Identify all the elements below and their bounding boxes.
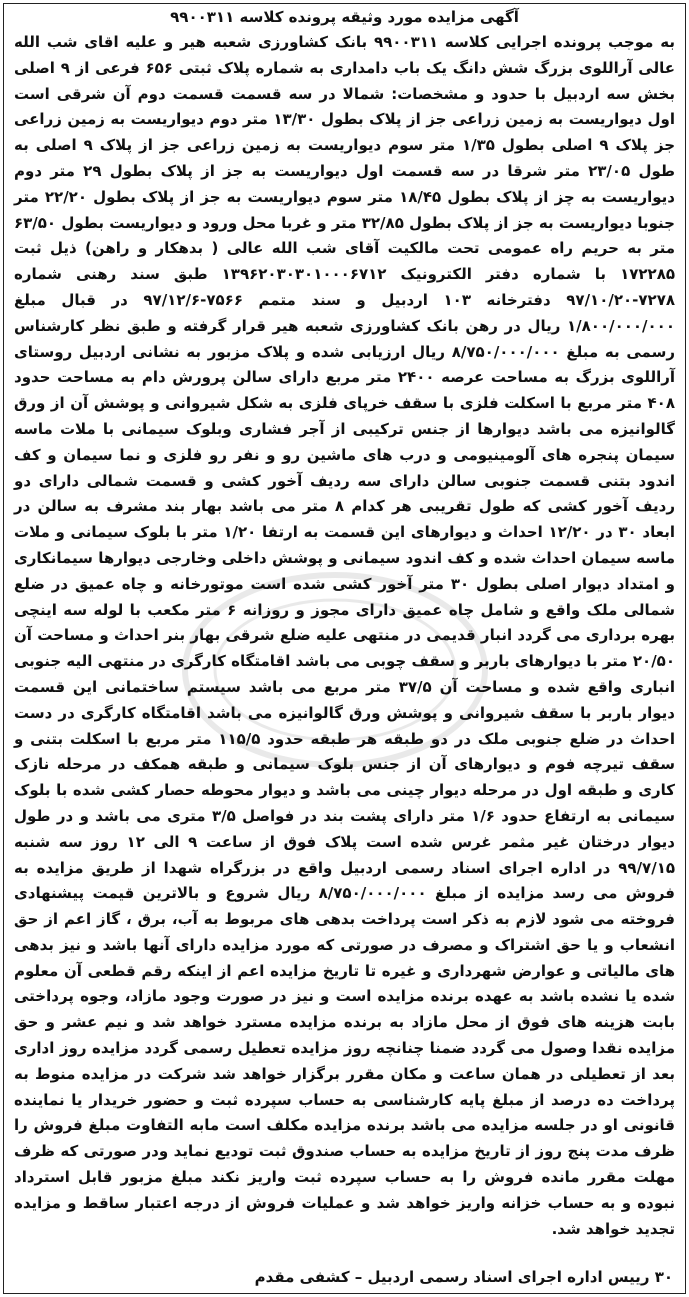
notice-title: آگهی مزایده مورد وثیقه پرونده کلاسه ۹۹۰۰۳۱۱ [170,8,519,26]
notice-signature: ۳۰ رییس اداره اجرای اسناد رسمی اردبیل – کشفی مقدم [254,1268,673,1286]
notice-body: به موجب پرونده اجرایی کلاسه ۹۹۰۰۳۱۱ بانک کشاورزی شعبه هیر و علیه اقای شب الله عالی آراللوی بزرگ شش دانگ یک باب دامداری به شماره پلاک ثبتی ۶۵۶ فرعی از ۹ اصلی بخش سه اردبیل با حدود و مشخصات: شمالا در سه قسمت قسمت دوم آن شرقی است اول دیواریست به زمین زراعی جز از پلاک بطول ۱۳/۳۰ متر دوم دیواریست به زمین زراعی جز پلاک ۹ اصلی بطول ۱/۳۵ متر سوم دیواریست به زمین زراعی جز از پلاک ۹ اصلی به طول ۲۳/۰۵ متر شرقا در سه قسمت اول دیواریست به جز از پلاک بطول ۲۹ متر دوم دیواریست به چز از پلاک بطول ۱۸/۴۵ متر سوم دیواریست به جز از پلاک بطول ۲۲/۲۰ متر جنوبا دیواریست به جز از پلاک بطول ۳۲/۸۵ متر و غربا محل ورود و دیواریست بطول ۶۳/۵۰ متر به حریم راه عمومی تحت مالکیت آقای شب الله عالی ( بدهکار و راهن) ذیل ثبت ۱۷۲۲۸۵ با شماره دفتر الکترونیک ۱۳۹۶۲۰۳۰۳۰۱۰۰۰۶۷۱۲ طبق سند رهنی شماره ۷۲۷۸-۹۷/۱۰/۲۰ دفترخانه ۱۰۳ اردبیل و سند متمم ۷۵۶۶-۹۷/۱۲/۶ در قبال مبلغ ۱/۸۰۰/۰۰۰/۰۰۰ ریال در رهن بانک کشاورزی شعبه هیر قرار گرفته و طبق نظر کارشناس رسمی به مبلغ ۸/۷۵۰/۰۰۰/۰۰۰ ریال ارزیابی شده و پلاک مزبور به نشانی اردبیل روستای آراللوی بزرگ به مساحت عرصه ۲۴۰۰ متر مربع دارای سالن پرورش دام به مساحت حدود ۴۰۸ متر مربع با اسکلت فلزی با سقف خرپای فلزی به شکل شیروانی و پوشش آن از ورق گالوانیزه می باشد دیوارها از جنس ترکیبی از آجر فشاری وبلوک سیمانی با ملات ماسه سیمان پنجره های آلومینیومی و درب های ماشین رو و نفر رو فلزی و نما سیمان و کف اندود بتنی قسمت جنوبی سالن دارای سه ردیف آخور کشی و قسمت شمالی دارای دو ردیف آخور کشی که طول تقریبی هر کدام ۸ متر می باشد بهار بند مشرف به سالن در ابعاد ۳۰ در ۱۲/۲۰ احداث و دیوارهای این قسمت به ارتفا ۱/۲۰ متر با بلوک سیمانی و ملات ماسه سیمان احداث شده و کف اندود سیمانی و پوشش داخلی وخارجی دیوارها سیمانکاری و امتداد دیوار اصلی بطول ۳۰ متر آخور کشی شده است موتورخانه و چاه عمیق در ضلع شمالی ملک واقع و شامل چاه عمیق دارای مجوز و روزانه ۶ متر مکعب با لوله سه اینچی بهره برداری می گردد انبار قدیمی در منتهی علیه ضلع شرقی بهار بنر احداث و مساحت آن ۲۰/۵۰ متر با دیوارهای باربر و سقف چوبی می باشد اقامتگاه کارگری در منتهی الیه جنوبی انباری واقع شده و مساحت آن ۳۷/۵ متر مربع می باشد سیستم ساختمانی این قسمت دیوار باربر با سقف شیروانی و پوشش ورق گالوانیزه می باشد اقامتگاه کارگری در دست احداث در ضلع جنوبی ملک در دو طبقه هر طبقه حدود ۱۱۵/۵ متر مربع با اسکلت بتنی و سقف تیرچه فوم و دیوارهای آن از جنس بلوک سیمانی و طبقه همکف در مرحله نازک کاری و طبقه اول در مرحله دیوار چینی می باشد و دیوار محوطه حصار کشی شده با بلوک سیمانی به ارتفاع حدود ۱/۶ متر دارای پشت بند در فواصل ۳/۵ متری می باشد و در طول دیوار درختان غیر مثمر غرس شده است پلاک فوق از ساعت ۹ الی ۱۲ روز سه شنبه ۹۹/۷/۱۵ در اداره اجرای اسناد رسمی اردبیل واقع در بزرگراه شهدا از طریق مزایده به فروش می رسد مزایده از مبلغ ۸/۷۵۰/۰۰۰/۰۰۰ ریال شروع و بالاترین قیمت پیشنهادی فروخته می شود لازم به ذکر است پرداخت بدهی های مربوط به آب، برق ، گاز اعم از حق انشعاب و یا حق اشتراک و مصرف در صورتی که مورد مزایده دارای آنها باشد و نیز بدهی های مالیاتی و عوارض شهرداری و غیره تا تاریخ مزایده اعم از اینکه رقم قطعی آن معلوم شده یا نشده باشد به عهده برنده مزایده است و نیز در صورت وجود مازاد، وجوه پرداختی بابت هزینه های فوق از محل مازاد به برنده مزایده مسترد خواهد شد و نیم عشر و حق مزایده نقدا وصول می گردد ضمنا چنانچه روز مزایده تعطیل رسمی گردد مزایده روز اداری بعد از تعطیلی در همان ساعت و مکان مقرر برگزار خواهد شد شرکت در مزایده منوط به پرداخت ده درصد از مبلغ پایه کارشناسی به حساب سپرده ثبت و حضور خریدار یا نماینده قانونی او در جلسه مزایده می باشد برنده مزایده مکلف است مابه التفاوت مبلغ فروش را ظرف مدت پنج روز از تاریخ مزایده به حساب صندوق ثبت تودیع نماید ودر صورتی که ظرف مهلت مقرر مانده فروش را به حساب سپرده ثبت واریز نکند مبلغ مزبور قابل استرداد نبوده و به حساب خزانه واریز خواهد شد و عملیات فروش از درجه اعتبار ساقط و مزایده تجدید خواهد شد. [13,33,676,1238]
